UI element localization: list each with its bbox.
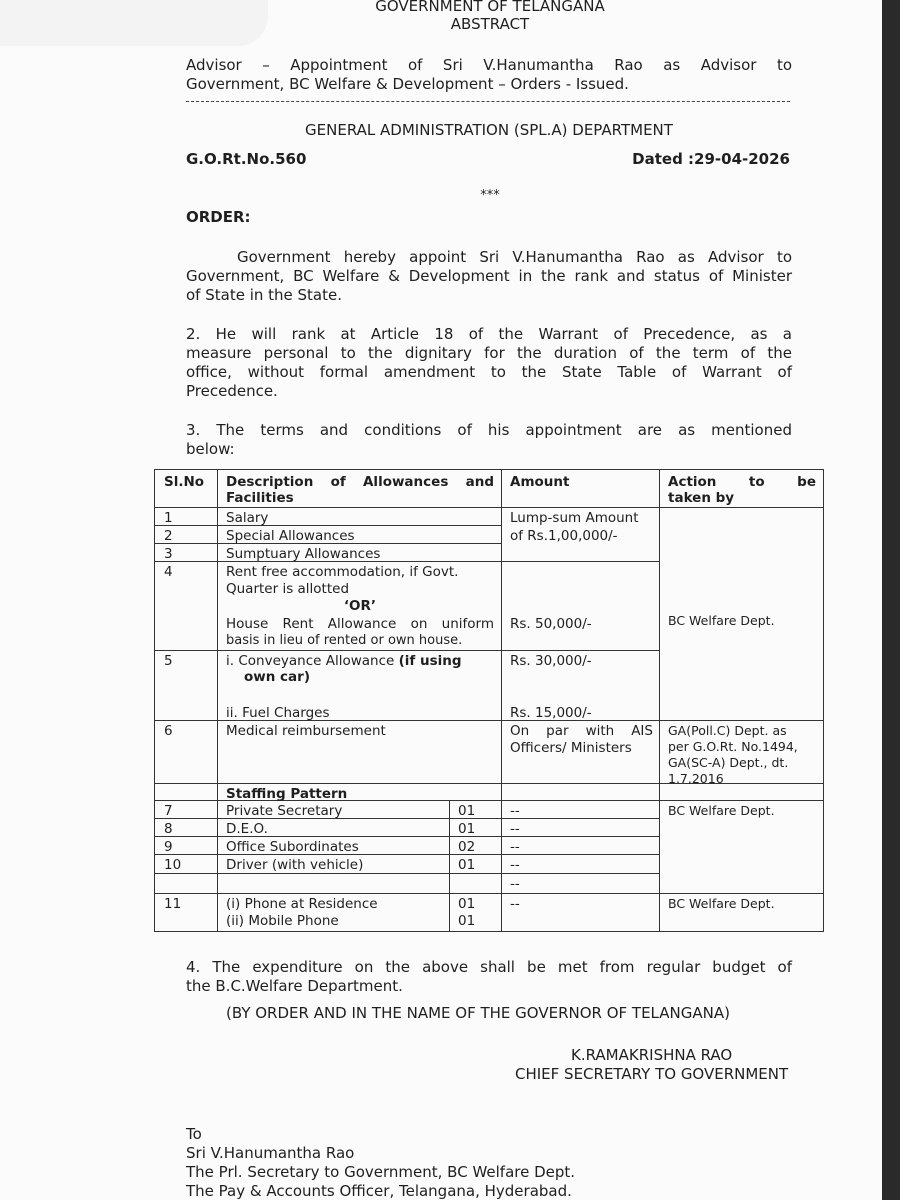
header-action-2: taken by xyxy=(668,490,735,506)
row11-desc-2: (ii) Mobile Phone xyxy=(226,913,339,929)
row1-no: 1 xyxy=(164,510,173,526)
col-line-desc xyxy=(501,469,502,932)
para2-line3: office, without formal amendment to the State Table of Warrant of xyxy=(186,363,792,381)
row10-desc: Driver (with vehicle) xyxy=(226,857,364,873)
para3-line1: 3. The terms and conditions of his appointment are as mentioned xyxy=(186,421,792,439)
allowances-table xyxy=(154,469,824,932)
row11-count-1: 01 xyxy=(458,896,476,912)
row8-no: 8 xyxy=(164,821,173,837)
by-order-line: (BY ORDER AND IN THE NAME OF THE GOVERNOR OF TELANGANA) xyxy=(226,1004,730,1022)
row4-desc-1: Rent free accommodation, if Govt. xyxy=(226,564,459,580)
row6-action-2: per G.O.Rt. No.1494, xyxy=(668,739,798,754)
para1-line1: Government hereby appoint Sri V.Hanumantha Rao as Advisor to xyxy=(237,248,792,266)
row9-count: 02 xyxy=(458,839,476,855)
header-description: Description of Allowances and xyxy=(226,474,494,490)
row5-amount-2: Rs. 15,000/- xyxy=(510,705,592,721)
row8-desc: D.E.O. xyxy=(226,821,268,837)
signatory-name: K.RAMAKRISHNA RAO xyxy=(571,1046,733,1064)
col-line-count xyxy=(449,800,450,932)
go-date: Dated :29-04-2026 xyxy=(632,150,790,168)
row5-desc-1 xyxy=(226,653,462,669)
row4-or: ‘OR’ xyxy=(343,598,377,614)
go-number: G.O.Rt.No.560 xyxy=(186,150,307,168)
row10-count: 01 xyxy=(458,857,476,873)
row6-action-1: GA(Poll.C) Dept. as xyxy=(668,723,787,738)
row-line xyxy=(154,893,823,894)
para3-line2: below: xyxy=(186,440,235,458)
order-heading: ORDER: xyxy=(186,208,251,226)
staffing-heading: Staffing Pattern xyxy=(226,786,348,802)
action-bc-welfare-1: BC Welfare Dept. xyxy=(668,613,775,628)
row7-desc: Private Secretary xyxy=(226,803,343,819)
action-bc-welfare-2: BC Welfare Dept. xyxy=(668,803,775,818)
row5-desc-2: own car) xyxy=(244,669,310,685)
row5-amount: Rs. 30,000/- xyxy=(510,653,592,669)
row11-action: BC Welfare Dept. xyxy=(668,896,775,911)
row2-no: 2 xyxy=(164,528,173,544)
signatory-title: CHIEF SECRETARY TO GOVERNMENT xyxy=(515,1065,789,1083)
subject-line-2: Government, BC Welfare & Development – Orders - Issued. xyxy=(186,75,629,93)
row6-action-4: 1.7.2016 xyxy=(668,771,724,786)
row4-no: 4 xyxy=(164,564,173,580)
row1-desc: Salary xyxy=(226,510,269,526)
row6-amount-2: Officers/ Ministers xyxy=(510,740,632,756)
subject-line-1: Advisor – Appointment of Sri V.Hanumantha Rao as Advisor to xyxy=(186,56,792,74)
row9-amount: -- xyxy=(510,839,520,855)
amount-lumpsum-2: of Rs.1,00,000/- xyxy=(510,528,618,544)
to-line-2: The Prl. Secretary to Government, BC Welfare Dept. xyxy=(186,1163,576,1181)
to-label: To xyxy=(186,1125,202,1143)
para2-line4: Precedence. xyxy=(186,382,278,400)
header-slno: Sl.No xyxy=(164,474,205,490)
dashed-separator xyxy=(186,101,790,102)
row-line-header xyxy=(154,507,823,508)
row11-desc-1: (i) Phone at Residence xyxy=(226,896,378,912)
to-line-3: The Pay & Accounts Officer, Telangana, Hyderabad. xyxy=(186,1182,572,1200)
row10-amount: -- xyxy=(510,857,520,873)
row9-desc: Office Subordinates xyxy=(226,839,359,855)
row11-amount: -- xyxy=(510,896,520,912)
amount-lumpsum-1: Lump-sum Amount xyxy=(510,510,639,526)
header-government: GOVERNMENT OF TELANGANA xyxy=(375,0,605,15)
row6-action-3: GA(SC-A) Dept., dt. xyxy=(668,755,789,770)
row-line xyxy=(154,525,501,526)
para4-line2: the B.C.Welfare Department. xyxy=(186,977,403,995)
row4-desc-3: House Rent Allowance on uniform xyxy=(226,616,494,632)
row4-amount: Rs. 50,000/- xyxy=(510,616,592,632)
row3-no: 3 xyxy=(164,546,173,562)
row5-no: 5 xyxy=(164,653,173,669)
header-amount: Amount xyxy=(510,474,570,490)
header-action: Action to be xyxy=(668,474,816,490)
department-heading: GENERAL ADMINISTRATION (SPL.A) DEPARTMENT xyxy=(305,121,673,139)
row8-amount: -- xyxy=(510,821,520,837)
viewer-right-edge xyxy=(882,0,900,1200)
para4-line1: 4. The expenditure on the above shall be met from regular budget of xyxy=(186,958,792,976)
col-line-slno xyxy=(217,469,218,932)
para1-line3: of State in the State. xyxy=(186,286,342,304)
row11-count-2: 01 xyxy=(458,913,476,929)
col-line-amount xyxy=(659,469,660,932)
to-line-1: Sri V.Hanumantha Rao xyxy=(186,1144,355,1162)
stars-separator: *** xyxy=(480,188,500,203)
row-line xyxy=(154,650,659,651)
header-description-2: Facilities xyxy=(226,490,294,506)
row5-desc-1a: i. Conveyance Allowance xyxy=(226,653,399,669)
row9-no: 9 xyxy=(164,839,173,855)
header-abstract: ABSTRACT xyxy=(450,15,530,33)
row6-desc: Medical reimbursement xyxy=(226,723,386,739)
viewer-corner-tab xyxy=(0,0,268,46)
para2-line2: measure personal to the dignitary for the duration of the term of the xyxy=(186,344,792,362)
row6-amount-1: On par with AIS xyxy=(510,723,653,739)
row5-desc-1b: (if using xyxy=(398,653,462,669)
para2-line1: 2. He will rank at Article 18 of the Warrant of Precedence, as a xyxy=(186,325,792,343)
row7-no: 7 xyxy=(164,803,173,819)
row7-count: 01 xyxy=(458,803,476,819)
row8-count: 01 xyxy=(458,821,476,837)
row2-desc: Special Allowances xyxy=(226,528,355,544)
blank-row-amount: -- xyxy=(510,876,520,892)
row4-desc-4: basis in lieu of rented or own house. xyxy=(226,633,463,648)
para1-line2: Government, BC Welfare & Development in the rank and status of Minister xyxy=(186,267,792,285)
row5-desc-3: ii. Fuel Charges xyxy=(226,705,330,721)
row-line xyxy=(154,873,659,874)
row11-no: 11 xyxy=(164,896,182,912)
row10-no: 10 xyxy=(164,857,182,873)
row3-desc: Sumptuary Allowances xyxy=(226,546,381,562)
row7-amount: -- xyxy=(510,803,520,819)
row4-desc-2: Quarter is allotted xyxy=(226,581,350,597)
row6-no: 6 xyxy=(164,723,173,739)
